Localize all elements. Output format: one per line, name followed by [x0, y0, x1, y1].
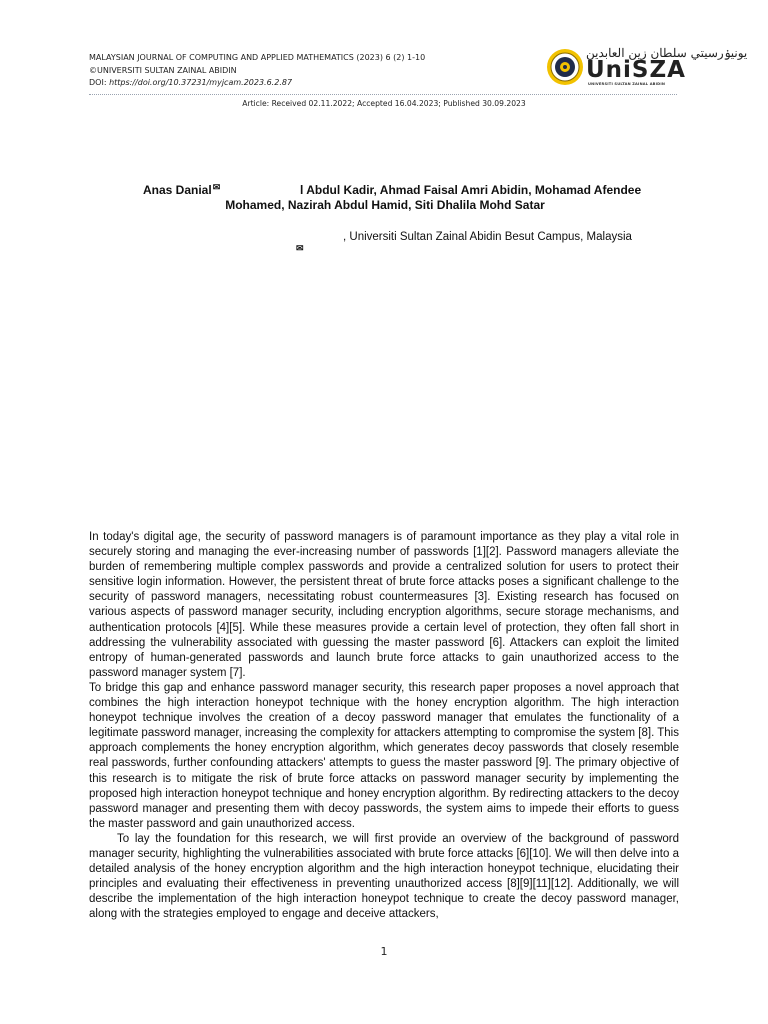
unisza-logo: [546, 44, 748, 90]
paragraph-3: To lay the foundation for this research, we will first provide an overview of the background of password manager security, highlighting the vulnerabilities associated with brute force attacks [6][10]. We will then delve into a detailed analysis of the honey encryption algorithm and the high interaction honeypot technique, elucidating their principles and evaluating their effectiveness in preventing unauthorized access [8][9][11][12]. Additionally, we will describe the implementation of the high interaction honeypot technique to create the decoy password manager, along with the strategies employed to engage and deceive attackers,: [89, 832, 679, 921]
logo-tagline: UNIVERSITI SULTAN ZAINAL ABIDIN: [588, 82, 666, 86]
logo-wordmark: UniSZA: [586, 57, 686, 83]
doi-line: [89, 77, 425, 90]
arabic-wordmark: يونيۏرسيتي سلطان زين العابدين: [586, 46, 748, 60]
copyright-line: ©UNIVERSITI SULTAN ZAINAL ABIDIN: [89, 65, 237, 75]
corresponding-envelope-icon: ✉: [212, 182, 221, 192]
doi-label: DOI:: [89, 78, 110, 87]
affiliation: , Universiti Sultan Zainal Abidin Besut Campus, Malaysia: [343, 231, 632, 243]
affiliation-envelope-icon: ✉: [296, 243, 304, 253]
doi-link[interactable]: https://doi.org/10.37231/myjcam.2023.6.2.87: [109, 78, 293, 87]
introduction-body: [89, 530, 679, 922]
paragraph-1: In today's digital age, the security of password managers is of paramount importance as they play a vital role in securely storing and managing the ever-increasing number of passwords [1][2]. Password managers alleviate the burden of remembering multiple complex passwords and provide a centralized solution for users to protect their sensitive login information. However, the persistent threat of brute force attacks poses a significant challenge to the security of password managers, necessitating robust countermeasures [3]. Existing research has focused on various aspects of password manager security, including encryption algorithms, secure storage mechanisms, and authentication protocols [4][5]. While these measures provide a certain level of protection, they often fall short in addressing the vulnerability associated with guessing the master password [6]. Attackers can exploit the limited entropy of human-generated passwords and launch brute force attacks to gain unauthorized access to the password manager system [7].: [89, 531, 679, 679]
co-authors-line-2: Mohamed, Nazirah Abdul Hamid, Siti Dhalila Mohd Satar: [225, 198, 545, 212]
article-history: Article: Received 02.11.2022; Accepted 16.04.2023; Published 30.09.2023: [242, 99, 526, 108]
co-authors-line-1: l Abdul Kadir, Ahmad Faisal Amri Abidin, Mohamad Afendee: [300, 183, 642, 197]
page-number: 1: [380, 945, 388, 958]
paragraph-2: To bridge this gap and enhance password manager security, this research paper proposes a novel approach that combines the high interaction honeypot technique with the honey encryption algorithm. The high interaction honeypot technique involves the creation of a decoy password manager that emulates the functionality of a legitimate password manager, increasing the complexity for attackers attempting to compromise the system [8]. This approach complements the honey encryption algorithm, which generates decoy passwords that closely resemble real passwords, further confounding attackers' attempts to guess the master password [9]. The primary objective of this research is to mitigate the risk of brute force attacks on password manager security by implementing the proposed high interaction honeypot technique and honey encryption algorithm. By redirecting attackers to the decoy password manager and presenting them with decoy passwords, the system aims to impede their efforts to guess the master password and gain unauthorized access.: [89, 681, 679, 830]
journal-header: [89, 52, 425, 90]
header-divider: [89, 94, 677, 95]
journal-title-line: MALAYSIAN JOURNAL OF COMPUTING AND APPLIED MATHEMATICS (2023) 6 (2) 1-10: [89, 53, 426, 62]
university-emblem-icon: [546, 48, 584, 86]
first-author-name: Anas Danial: [143, 183, 212, 197]
